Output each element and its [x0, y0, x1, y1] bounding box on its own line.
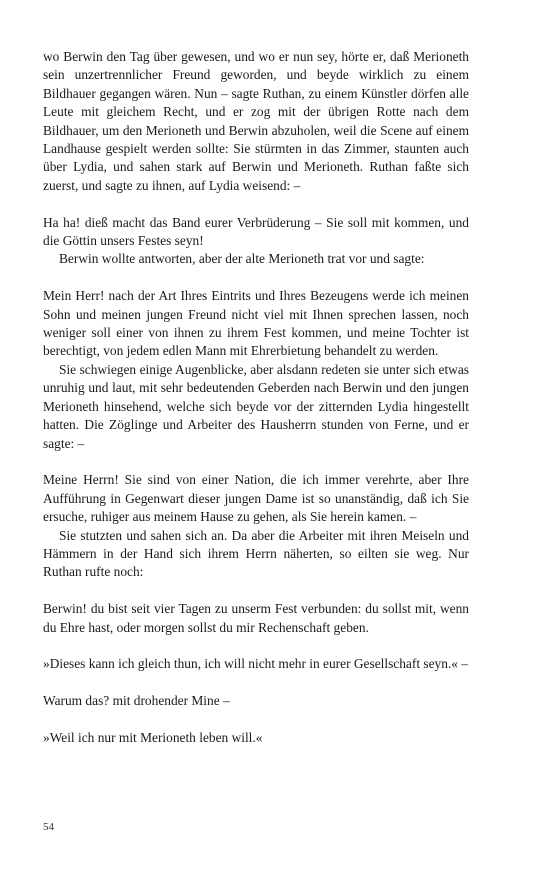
paragraph-4: Mein Herr! nach der Art Ihres Eintrits und Ihres Bezeugens werde ich meinen Sohn und meinen jungen Freund nicht viel mit Ihnen sprechen lassen, noch weniger soll einer von ihnen zu ihrem Fest kommen, und meine Tochter ist berechtigt, von jedem edlen Mann mit Ehrerbietung behandelt zu werden.	[43, 288, 469, 359]
paragraph-2: Ha ha! dieß macht das Band eurer Verbrüderung – Sie soll mit kommen, und die Göttin unsers Festes seyn!	[43, 214, 469, 249]
paragraph-9: »Dieses kann ich gleich thun, ich will nicht mehr in eurer Gesellschaft seyn.« –	[43, 656, 469, 672]
paragraph-7: Sie stutzten und sahen sich an. Da aber die Arbeiter mit ihren Meiseln und Hämmern in der Hand sich ihrem Herrn näherten, so eilten sie weg. Nur Ruthan rufte noch:	[43, 527, 469, 580]
paragraph-5: Sie schwiegen einige Augenblicke, aber alsdann redeten sie unter sich etwas unruhig und laut, mit sehr bedeutenden Geberden nach Berwin und den jungen Merioneth hinsehend, welche sich beyde vor der zitternden Lydia hingestellt hatten. Die Zöglinge und Arbeiter des Hausherrn stunden von Ferne, und er sagte: –	[43, 361, 469, 451]
paragraph-6: Meine Herrn! Sie sind von einer Nation, die ich immer verehrte, aber Ihre Aufführung in Gegenwart dieser jungen Dame ist so unanständig, daß ich Sie ersuche, ruhiger aus meinem Hause zu gehen, als Sie herein kamen. –	[43, 472, 469, 525]
paragraph-10: Warum das? mit drohender Mine –	[43, 693, 230, 709]
page-number: 54	[43, 821, 54, 833]
paragraph-3: Berwin wollte antworten, aber der alte Merioneth trat vor und sagte:	[59, 251, 425, 267]
paragraph-1: wo Berwin den Tag über gewesen, und wo er nun sey, hörte er, daß Merioneth sein unzertrennlicher Freund geworden, und beyde wirklich zu einem Bildhauer gegangen wären. Nun – sagte Ruthan, zu einem Künstler dörfen alle Leute mit gleichem Recht, und er zog mit der übrigen Rotte nach dem Bildhauer, um den Merioneth und Berwin abzuholen, weil die Scene auf einem Landhause gespielt werden sollte: Sie stürmten in das Zimmer, staunten auch über Lydia, und sahen stark auf Berwin und Merioneth. Ruthan faßte sich zuerst, und sagte zu ihnen, auf Lydia weisend: –	[43, 49, 469, 193]
paragraph-8: Berwin! du bist seit vier Tagen zu unserm Fest verbunden: du sollst mit, wenn du Ehre hast, oder morgen sollst du mir Rechenschaft geben.	[43, 601, 469, 635]
page-body	[43, 48, 469, 747]
paragraph-11: »Weil ich nur mit Merioneth leben will.«	[43, 729, 263, 745]
